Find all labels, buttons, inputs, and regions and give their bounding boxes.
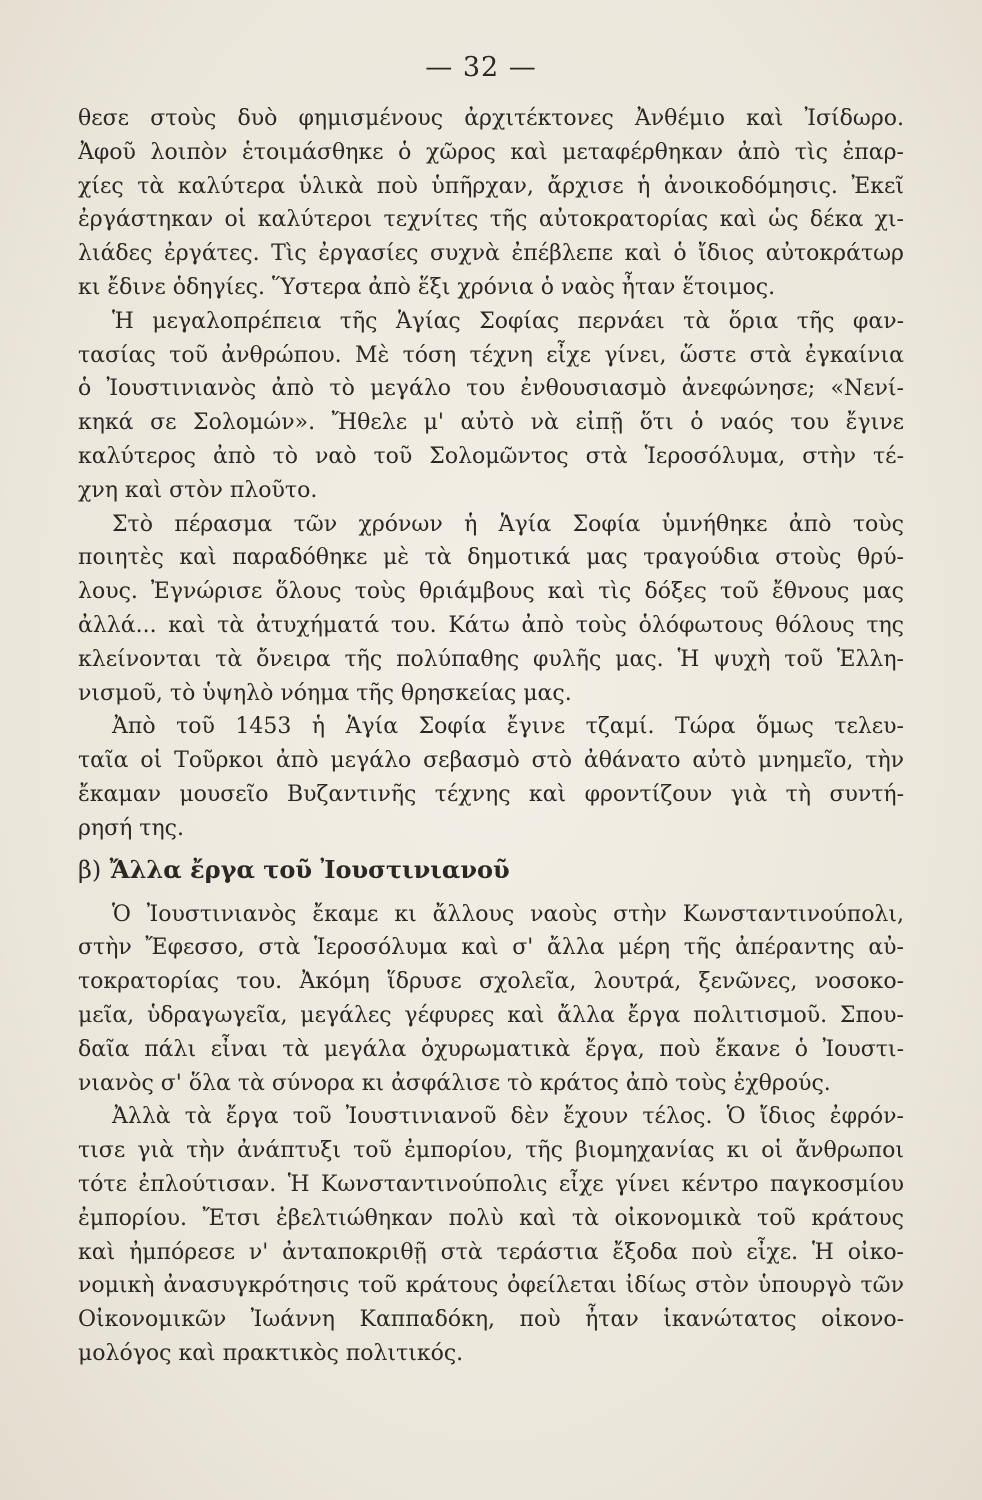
- page-number: — 32 —: [425, 52, 537, 83]
- text-line: στὴν Ἔφεσσο, στὰ Ἱεροσόλυμα καὶ σ' ἄλλα μέρη τῆς ἀπέραντης αὐ-: [78, 935, 904, 961]
- text-line: ἔκαμαν μουσεῖο Βυζαντινῆς τέχνης καὶ φροντίζουν γιὰ τὴ συντή-: [78, 781, 904, 807]
- text-line: θεσε στοὺς δυὸ φημισμένους ἀρχιτέκτονες Ἀνθέμιο καὶ Ἰσίδωρο.: [78, 106, 904, 131]
- text-line: δαῖα πάλι εἶναι τὰ μεγάλα ὀχυρωματικὰ ἔργα, ποὺ ἔκανε ὁ Ἰουστι-: [78, 1036, 904, 1062]
- section-marker: β): [78, 855, 102, 884]
- text-line: ταῖα οἱ Τοῦρκοι ἀπὸ μεγάλο σεβασμὸ στὸ ἀθάνατο αὐτὸ μνημεῖο, τὴν: [78, 748, 904, 774]
- text-line: ὁ Ἰουστινιανὸς ἀπὸ τὸ μεγάλο του ἐνθουσιασμὸ ἀνεφώνησε; «Νενί-: [78, 376, 904, 402]
- text-line: Ὁ Ἰουστινιανὸς ἔκαμε κι ἄλλους ναοὺς στὴν Κωνσταντινούπολι,: [112, 901, 904, 927]
- text-line: καὶ ἠμπόρεσε ν' ἀνταποκριθῇ στὰ τεράστια ἔξοδα ποὺ εἶχε. Ἡ οἰκο-: [78, 1239, 904, 1265]
- text-line: καλύτερος ἀπὸ τὸ ναὸ τοῦ Σολομῶντος στὰ Ἱεροσόλυμα, στὴν τέ-: [78, 443, 904, 469]
- text-line: μολόγος καὶ πρακτικὸς πολιτικός.: [78, 1340, 464, 1366]
- text-line: τισε γιὰ τὴν ἀνάπτυξι τοῦ ἐμπορίου, τῆς βιομηχανίας κι οἱ ἄνθρωποι: [78, 1138, 904, 1164]
- text-line: Ἀλλὰ τὰ ἔργα τοῦ Ἰουστινιανοῦ δὲν ἔχουν τέλος. Ὁ ἴδιος ἐφρόν-: [112, 1104, 904, 1130]
- text-line: νομικὴ ἀνασυγκρότησις τοῦ κράτους ὀφείλεται ἰδίως στὸν ὑπουργὸ τῶν: [78, 1273, 904, 1299]
- text-line: Ἀφοῦ λοιπὸν ἑτοιμάσθηκε ὁ χῶρος καὶ μεταφέρθηκαν ἀπὸ τὶς ἐπαρ-: [78, 139, 904, 165]
- text-line: ἐργάστηκαν οἱ καλύτεροι τεχνίτες τῆς αὐτοκρατορίας καὶ ὡς δέκα χι-: [78, 207, 904, 233]
- text-line: ἐμπορίου. Ἔτσι ἐβελτιώθηκαν πολὺ καὶ τὰ οἰκονομικὰ τοῦ κράτους: [78, 1205, 904, 1231]
- text-line: κηκά σε Σολομών». Ἤθελε μ' αὐτὸ νὰ εἰπῇ ὅτι ὁ ναός του ἔγινε: [78, 410, 904, 436]
- text-line: μεῖα, ὑδραγωγεῖα, μεγάλες γέφυρες καὶ ἄλλα ἔργα πολιτισμοῦ. Σπου-: [78, 1002, 904, 1028]
- text-line: τασίας τοῦ ἀνθρώπου. Μὲ τόση τέχνη εἶχε γίνει, ὥστε στὰ ἐγκαίνια: [78, 342, 904, 368]
- text-line: Ἀπὸ τοῦ 1453 ἡ Ἁγία Σοφία ἔγινε τζαμί. Τώρα ὅμως τελευ-: [112, 714, 904, 740]
- text-line: κι ἔδινε ὁδηγίες. Ὕστερα ἀπὸ ἕξι χρόνια ὁ ναὸς ἦταν ἕτοιμος.: [78, 274, 776, 300]
- text-line: ἀλλά... καὶ τὰ ἀτυχήματά του. Κάτω ἀπὸ τοὺς ὁλόφωτους θόλους της: [78, 612, 904, 638]
- text-line: χνη καὶ στὸν πλοῦτο.: [78, 477, 318, 503]
- text-line: τοκρατορίας του. Ἀκόμη ἵδρυσε σχολεῖα, λουτρά, ξενῶνες, νοσοκο-: [78, 969, 904, 995]
- text-line: τότε ἐπλούτισαν. Ἡ Κωνσταντινούπολις εἶχε γίνει κέντρο παγκοσμίου: [78, 1171, 904, 1197]
- text-line: λους. Ἐγνώρισε ὅλους τοὺς θριάμβους καὶ τὶς δόξες τοῦ ἔθνους μας: [78, 579, 904, 605]
- section-title: Ἄλλα ἔργα τοῦ Ἰουστινιανοῦ: [109, 854, 510, 884]
- text-line: χίες τὰ καλύτερα ὑλικὰ ποὺ ὑπῆρχαν, ἄρχισε ἡ ἀνοικοδόμησις. Ἐκεῖ: [78, 173, 904, 199]
- text-line: Στὸ πέρασμα τῶν χρόνων ἡ Ἁγία Σοφία ὑμνήθηκε ἀπὸ τοὺς: [112, 511, 904, 537]
- text-line: νισμοῦ, τὸ ὑψηλὸ νόημα τῆς θρησκείας μας.: [78, 680, 572, 706]
- text-line: ποιητὲς καὶ παραδόθηκε μὲ τὰ δημοτικά μας τραγούδια στοὺς θρύ-: [78, 545, 904, 571]
- text-line: Οἰκονομικῶν Ἰωάννη Καππαδόκη, ποὺ ἦταν ἱκανώτατος οἰκονο-: [78, 1307, 904, 1333]
- text-line: κλείνονται τὰ ὄνειρα τῆς πολύπαθης φυλῆς μας. Ἡ ψυχὴ τοῦ Ἑλλη-: [78, 646, 904, 672]
- text-line: ρησή της.: [78, 815, 184, 841]
- body-text: [78, 102, 904, 1371]
- text-line: νιανὸς σ' ὅλα τὰ σύνορα κι ἀσφάλισε τὸ κράτος ἀπὸ τοὺς ἐχθρούς.: [78, 1070, 831, 1096]
- text-line: Ἡ μεγαλοπρέπεια τῆς Ἁγίας Σοφίας περνάει τὰ ὅρια τῆς φαν-: [112, 308, 904, 334]
- text-line: λιάδες ἐργάτες. Τὶς ἐργασίες συχνὰ ἐπέβλεπε καὶ ὁ ἴδιος αὐτοκράτωρ: [78, 241, 904, 267]
- section-heading: [78, 852, 904, 888]
